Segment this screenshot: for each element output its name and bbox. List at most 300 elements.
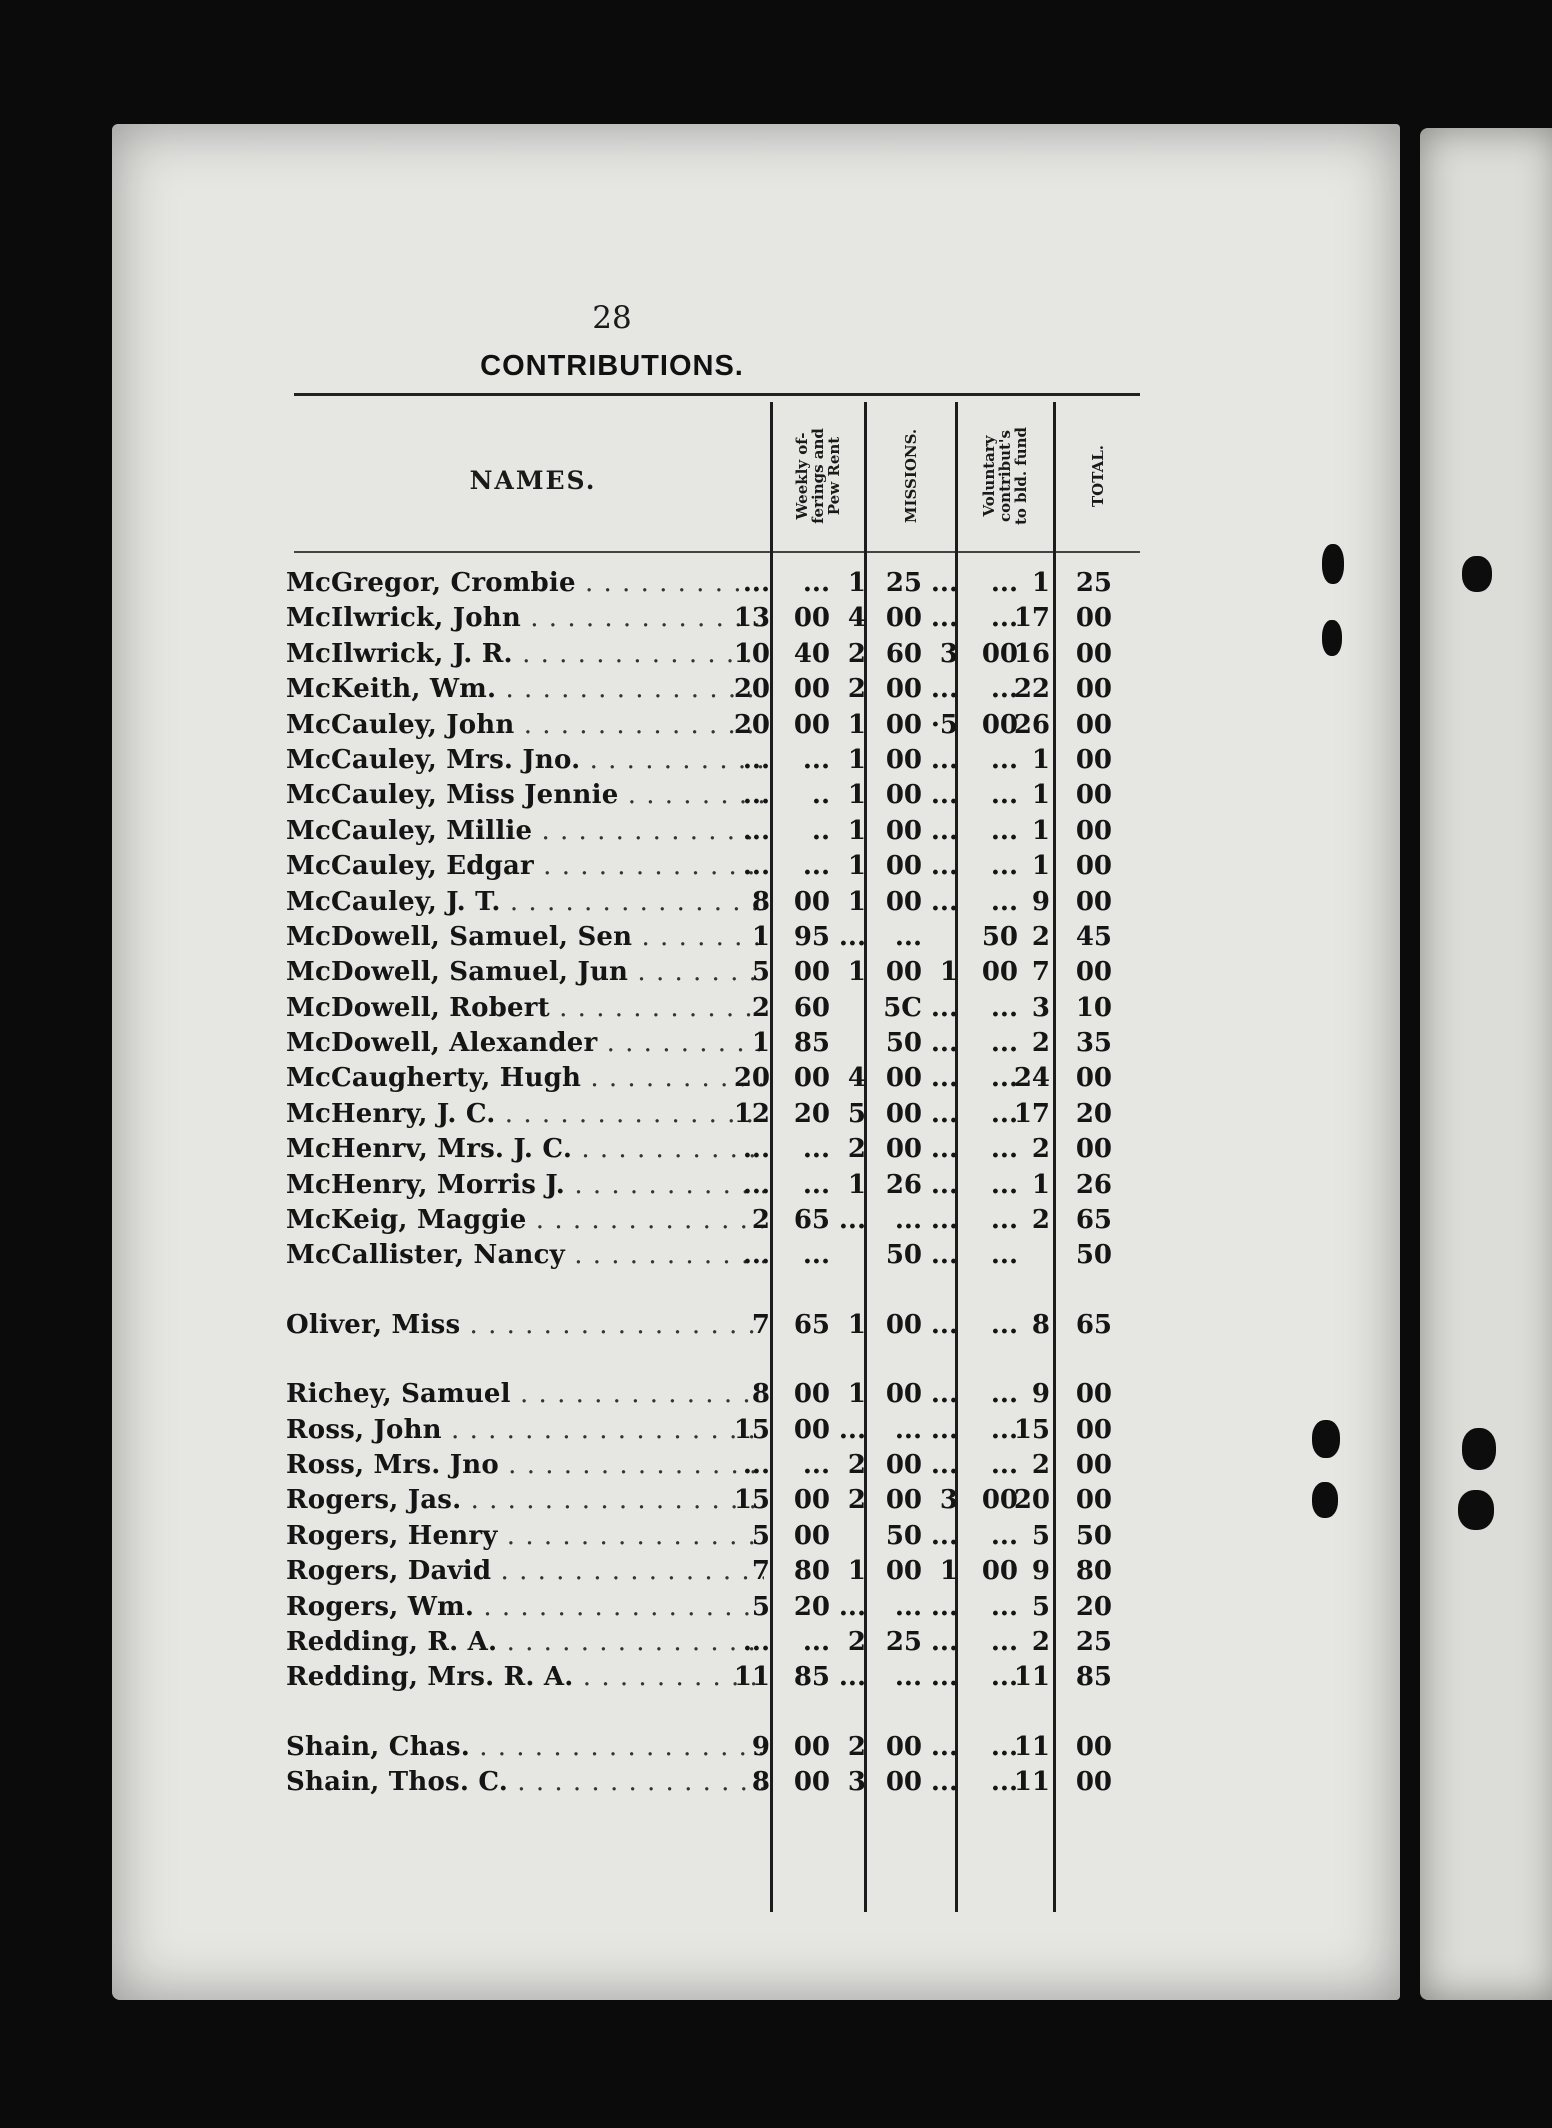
table-row <box>286 1625 1156 1660</box>
contributor-name: Rogers, Jas. . . . <box>286 1483 764 1518</box>
voluntary-cents: 00 <box>981 1485 1018 1516</box>
missions-column-header <box>867 402 955 550</box>
table-row <box>286 1413 1156 1448</box>
voluntary-cents: ... <box>990 1662 1018 1693</box>
weekly-cents: 00 <box>793 603 830 634</box>
voluntary-cents: ... <box>990 1309 1018 1340</box>
contributor-name: McHenry, Morris J. . . . <box>286 1168 764 1203</box>
voluntary-cents: ... <box>990 1240 1018 1271</box>
table-row <box>286 1203 1156 1238</box>
weekly-cents: 65 <box>793 1205 830 1236</box>
missions-cents: 00 <box>885 1063 922 1094</box>
missions-column-header-text: MISSIONS. <box>902 428 920 524</box>
missions-cents: 50 <box>885 1240 922 1271</box>
total-cents: 00 <box>1075 1767 1112 1798</box>
binding-hole <box>1312 1420 1340 1458</box>
weekly-dollars: ... <box>742 744 770 775</box>
weekly-dollars: 2 <box>751 1205 770 1236</box>
contributor-name: McCauley, Miss Jennie . . . <box>286 778 764 813</box>
total-cents: 00 <box>1075 780 1112 811</box>
total-dollars: 17 <box>1013 1098 1050 1129</box>
total-cents: 00 <box>1075 674 1112 705</box>
weekly-dollars: 15 <box>733 1414 770 1445</box>
contributor-name: McKeig, Maggie . . . <box>286 1203 764 1238</box>
weekly-dollars: 9 <box>751 1731 770 1762</box>
table-row <box>286 1519 1156 1554</box>
missions-dollars: 2 <box>847 638 866 669</box>
weekly-cents: ... <box>802 1626 830 1657</box>
weekly-cents: 00 <box>793 674 830 705</box>
voluntary-dollars: ... <box>930 568 958 598</box>
weekly-cents: 60 <box>793 992 830 1023</box>
header-rule <box>294 551 1140 553</box>
missions-dollars: 2 <box>847 1134 866 1165</box>
contributor-name: Rogers, Wm. . . . <box>286 1590 764 1625</box>
total-cents: 25 <box>1075 1626 1112 1657</box>
table-row <box>286 1061 1156 1096</box>
weekly-cents: 65 <box>793 1309 830 1340</box>
voluntary-dollars: ... <box>930 1626 958 1657</box>
total-cents: 00 <box>1075 886 1112 917</box>
missions-cents: ... <box>894 1414 922 1445</box>
contributor-name: McGregor, Crombie . . . <box>286 566 764 601</box>
contributor-name: McCauley, John . . . <box>286 708 764 743</box>
voluntary-cents: 00 <box>981 957 1018 988</box>
weekly-dollars: 20 <box>733 674 770 705</box>
contributor-name: Ross, John . . . <box>286 1413 764 1448</box>
weekly-dollars: 7 <box>751 1556 770 1587</box>
voluntary-dollars: 1 <box>939 957 958 988</box>
missions-dollars: ... <box>838 1662 866 1693</box>
document-page <box>112 124 1400 2000</box>
table-row <box>286 708 1156 743</box>
voluntary-cents: ... <box>990 1134 1018 1165</box>
voluntary-dollars: ... <box>930 992 958 1023</box>
total-cents: 20 <box>1075 1591 1112 1622</box>
voluntary-cents: ... <box>990 744 1018 775</box>
table-row <box>286 1730 1156 1765</box>
missions-dollars: 3 <box>847 1767 866 1798</box>
voluntary-dollars: 1 <box>939 1556 958 1587</box>
voluntary-dollars: 3 <box>939 1485 958 1516</box>
missions-dollars: ... <box>838 1414 866 1445</box>
voluntary-cents: ... <box>990 674 1018 705</box>
weekly-cents: .. <box>811 815 830 846</box>
missions-dollars: 1 <box>847 1309 866 1340</box>
weekly-cents: 00 <box>793 1063 830 1094</box>
weekly-dollars: ... <box>742 780 770 811</box>
weekly-dollars: ... <box>742 568 770 598</box>
missions-dollars: 2 <box>847 1731 866 1762</box>
voluntary-dollars: ... <box>930 1309 958 1340</box>
total-cents: 10 <box>1075 992 1112 1023</box>
weekly-column-header <box>772 402 864 550</box>
weekly-cents: 80 <box>793 1556 830 1587</box>
voluntary-dollars: ... <box>930 1169 958 1200</box>
total-dollars: 2 <box>1031 1028 1050 1059</box>
weekly-dollars: 5 <box>751 957 770 988</box>
total-cents: 00 <box>1075 1414 1112 1445</box>
total-dollars: 26 <box>1013 709 1050 740</box>
binding-hole <box>1462 556 1492 592</box>
missions-cents: ... <box>894 921 922 952</box>
missions-cents: 26 <box>885 1169 922 1200</box>
weekly-cents: ... <box>802 1449 830 1480</box>
total-dollars: 2 <box>1031 1626 1050 1657</box>
voluntary-dollars: ... <box>930 744 958 775</box>
table-row <box>286 778 1156 813</box>
voluntary-cents: ... <box>990 1028 1018 1059</box>
contributor-name: McHenrv, Mrs. J. C. . . . <box>286 1132 764 1167</box>
total-cents: 25 <box>1075 568 1112 598</box>
voluntary-cents: ... <box>990 1098 1018 1129</box>
missions-cents: 00 <box>885 1134 922 1165</box>
voluntary-dollars: ... <box>930 851 958 882</box>
weekly-dollars: 5 <box>751 1591 770 1622</box>
table-row <box>286 566 1156 601</box>
missions-cents: 5C <box>883 992 922 1023</box>
page-title: CONTRIBUTIONS. <box>480 350 744 382</box>
missions-cents: 00 <box>885 744 922 775</box>
contributor-name: Richey, Samuel . . . <box>286 1377 764 1412</box>
voluntary-cents: ... <box>990 1626 1018 1657</box>
weekly-dollars: 5 <box>751 1520 770 1551</box>
voluntary-cents: ... <box>990 780 1018 811</box>
missions-dollars: ... <box>838 1205 866 1236</box>
contributor-name: McCauley, Mrs. Jno. . . . <box>286 743 764 778</box>
total-dollars: 2 <box>1031 1205 1050 1236</box>
weekly-cents: 95 <box>793 921 830 952</box>
weekly-cents: 00 <box>793 1731 830 1762</box>
weekly-cents: 40 <box>793 638 830 669</box>
voluntary-dollars: ... <box>930 1379 958 1410</box>
table-row <box>286 1377 1156 1412</box>
missions-cents: 00 <box>885 674 922 705</box>
voluntary-dollars: ·5 <box>930 709 958 740</box>
contributor-name: McCauley, Edgar . . . <box>286 849 764 884</box>
missions-cents: 00 <box>885 1309 922 1340</box>
missions-dollars: 1 <box>847 957 866 988</box>
total-dollars: 11 <box>1013 1767 1050 1798</box>
weekly-dollars: ... <box>742 1169 770 1200</box>
total-cents: 45 <box>1075 921 1112 952</box>
voluntary-dollars: ... <box>930 1205 958 1236</box>
weekly-cents: 00 <box>793 957 830 988</box>
total-column-header-text: TOTAL. <box>1088 445 1107 507</box>
binding-hole <box>1322 544 1344 584</box>
missions-dollars: 1 <box>847 744 866 775</box>
missions-dollars: 4 <box>847 603 866 634</box>
weekly-cents: ... <box>802 568 830 598</box>
missions-cents: 00 <box>885 1556 922 1587</box>
missions-cents: 60 <box>885 638 922 669</box>
total-cents: 00 <box>1075 638 1112 669</box>
total-dollars: 8 <box>1031 1309 1050 1340</box>
weekly-dollars: 13 <box>733 603 770 634</box>
voluntary-dollars: ... <box>930 1731 958 1762</box>
voluntary-cents: ... <box>990 1520 1018 1551</box>
voluntary-cents: ... <box>990 1449 1018 1480</box>
table-row <box>286 849 1156 884</box>
total-cents: 65 <box>1075 1309 1112 1340</box>
weekly-cents: ... <box>802 1134 830 1165</box>
voluntary-cents: ... <box>990 1414 1018 1445</box>
voluntary-cents: 50 <box>981 921 1018 952</box>
weekly-dollars: 11 <box>733 1662 770 1693</box>
contributor-name: McKeith, Wm. . . . <box>286 672 764 707</box>
missions-cents: 50 <box>885 1520 922 1551</box>
voluntary-column-header <box>958 402 1052 550</box>
adjacent-page-edge <box>1420 128 1552 2000</box>
total-dollars: 5 <box>1031 1591 1050 1622</box>
table-row <box>286 885 1156 920</box>
weekly-cents: 00 <box>793 1379 830 1410</box>
weekly-dollars: 20 <box>733 709 770 740</box>
total-cents: 00 <box>1075 709 1112 740</box>
voluntary-cents: ... <box>990 1731 1018 1762</box>
voluntary-dollars: ... <box>930 674 958 705</box>
contributor-name: McCauley, Millie . . . <box>286 814 764 849</box>
voluntary-cents: ... <box>990 851 1018 882</box>
missions-dollars: 1 <box>847 1379 866 1410</box>
weekly-cents: .. <box>811 780 830 811</box>
missions-cents: 00 <box>885 1098 922 1129</box>
voluntary-dollars: ... <box>930 780 958 811</box>
total-dollars: 2 <box>1031 1449 1050 1480</box>
total-cents: 35 <box>1075 1028 1112 1059</box>
contributor-name: Shain, Thos. C. . . . <box>286 1765 764 1800</box>
weekly-dollars: 20 <box>733 1063 770 1094</box>
voluntary-column-header-text: Voluntary contribut's to bld. fund <box>980 426 1030 526</box>
table-row <box>286 1238 1156 1273</box>
weekly-dollars: 10 <box>733 638 770 669</box>
voluntary-dollars: ... <box>930 1520 958 1551</box>
voluntary-cents: ... <box>990 1767 1018 1798</box>
missions-dollars: 1 <box>847 568 866 598</box>
total-cents: 00 <box>1075 603 1112 634</box>
total-dollars: 2 <box>1031 1134 1050 1165</box>
missions-cents: ... <box>894 1205 922 1236</box>
table-row <box>286 672 1156 707</box>
weekly-dollars: 8 <box>751 886 770 917</box>
names-column-header: NAMES. <box>469 466 597 495</box>
table-row <box>286 637 1156 672</box>
missions-cents: 00 <box>885 886 922 917</box>
weekly-column-header-text: Weekly of- ferings and Pew Rent <box>793 428 843 524</box>
weekly-cents: 00 <box>793 886 830 917</box>
voluntary-dollars: ... <box>930 1449 958 1480</box>
voluntary-cents: ... <box>990 1379 1018 1410</box>
contributor-name: Oliver, Miss . . . <box>286 1308 764 1343</box>
missions-cents: ... <box>894 1591 922 1622</box>
total-cents: 00 <box>1075 744 1112 775</box>
weekly-cents: 20 <box>793 1591 830 1622</box>
total-dollars: 3 <box>1031 992 1050 1023</box>
total-dollars: 1 <box>1031 1169 1050 1200</box>
missions-dollars: 1 <box>847 780 866 811</box>
weekly-dollars: ... <box>742 1240 770 1271</box>
voluntary-cents: ... <box>990 1063 1018 1094</box>
missions-cents: 25 <box>885 1626 922 1657</box>
weekly-dollars: ... <box>742 815 770 846</box>
table-row <box>286 743 1156 778</box>
missions-dollars: 5 <box>847 1098 866 1129</box>
weekly-dollars: 1 <box>751 921 770 952</box>
weekly-cents: 20 <box>793 1098 830 1129</box>
voluntary-dollars: ... <box>930 1134 958 1165</box>
contributor-name: McDowell, Samuel, Sen . . . <box>286 920 764 955</box>
table-row <box>286 1660 1156 1695</box>
total-cents: 85 <box>1075 1662 1112 1693</box>
binding-hole <box>1458 1490 1494 1530</box>
weekly-cents: 00 <box>793 709 830 740</box>
missions-dollars: 1 <box>847 851 866 882</box>
voluntary-dollars: ... <box>930 1414 958 1445</box>
contributions-table <box>286 566 1156 1801</box>
total-dollars: 16 <box>1013 638 1050 669</box>
missions-dollars: 2 <box>847 674 866 705</box>
total-cents: 00 <box>1075 851 1112 882</box>
voluntary-dollars: ... <box>930 1098 958 1129</box>
total-dollars: 24 <box>1013 1063 1050 1094</box>
table-row <box>286 920 1156 955</box>
contributor-name: Shain, Chas. . . . <box>286 1730 764 1765</box>
total-cents: 00 <box>1075 815 1112 846</box>
missions-cents: 00 <box>885 1379 922 1410</box>
voluntary-dollars: ... <box>930 1662 958 1693</box>
contributor-name: McHenry, J. C. . . . <box>286 1097 764 1132</box>
total-dollars: 11 <box>1013 1731 1050 1762</box>
voluntary-dollars: ... <box>930 1063 958 1094</box>
total-column-header <box>1056 402 1140 550</box>
binding-hole <box>1322 620 1342 656</box>
weekly-cents: 00 <box>793 1520 830 1551</box>
voluntary-cents: ... <box>990 992 1018 1023</box>
missions-cents: 25 <box>885 568 922 598</box>
total-dollars: 9 <box>1031 886 1050 917</box>
voluntary-dollars: ... <box>930 603 958 634</box>
total-dollars: 1 <box>1031 568 1050 598</box>
missions-cents: 00 <box>885 603 922 634</box>
voluntary-dollars: ... <box>930 886 958 917</box>
total-dollars: 7 <box>1031 957 1050 988</box>
contributor-name: McIlwrick, J. R. . . . <box>286 637 764 672</box>
voluntary-cents: ... <box>990 886 1018 917</box>
weekly-dollars: 15 <box>733 1485 770 1516</box>
total-dollars: 9 <box>1031 1556 1050 1587</box>
table-row <box>286 1026 1156 1061</box>
total-cents: 65 <box>1075 1205 1112 1236</box>
weekly-cents: 85 <box>793 1028 830 1059</box>
total-dollars: 1 <box>1031 744 1050 775</box>
missions-dollars: 1 <box>847 815 866 846</box>
total-dollars: 15 <box>1013 1414 1050 1445</box>
weekly-dollars: 12 <box>733 1098 770 1129</box>
voluntary-cents: 00 <box>981 638 1018 669</box>
missions-dollars: 1 <box>847 1169 866 1200</box>
missions-dollars: 2 <box>847 1626 866 1657</box>
weekly-dollars: ... <box>742 1449 770 1480</box>
voluntary-dollars: ... <box>930 1240 958 1271</box>
missions-cents: 00 <box>885 1767 922 1798</box>
voluntary-cents: ... <box>990 1591 1018 1622</box>
missions-cents: 00 <box>885 957 922 988</box>
table-row <box>286 814 1156 849</box>
weekly-cents: 85 <box>793 1662 830 1693</box>
weekly-cents: 00 <box>793 1767 830 1798</box>
table-row <box>286 1483 1156 1518</box>
contributor-name: Rogers, David . . . <box>286 1554 764 1589</box>
missions-dollars: 2 <box>847 1449 866 1480</box>
contributor-name: Ross, Mrs. Jno . . . <box>286 1448 764 1483</box>
top-rule <box>294 393 1140 396</box>
voluntary-dollars: ... <box>930 1767 958 1798</box>
voluntary-cents: ... <box>990 568 1018 598</box>
missions-dollars: ... <box>838 921 866 952</box>
voluntary-cents: 00 <box>981 1556 1018 1587</box>
voluntary-dollars: ... <box>930 1591 958 1622</box>
binding-hole <box>1462 1428 1496 1470</box>
missions-cents: 00 <box>885 1449 922 1480</box>
table-row <box>286 1308 1156 1343</box>
total-cents: 00 <box>1075 1731 1112 1762</box>
total-dollars: 1 <box>1031 851 1050 882</box>
voluntary-cents: ... <box>990 1205 1018 1236</box>
weekly-dollars: ... <box>742 1134 770 1165</box>
table-row <box>286 955 1156 990</box>
voluntary-dollars: ... <box>930 1028 958 1059</box>
total-dollars: 20 <box>1013 1485 1050 1516</box>
table-row <box>286 1097 1156 1132</box>
total-cents: 00 <box>1075 1134 1112 1165</box>
missions-cents: ... <box>894 1662 922 1693</box>
total-dollars: 1 <box>1031 780 1050 811</box>
total-cents: 80 <box>1075 1556 1112 1587</box>
missions-dollars: 2 <box>847 1485 866 1516</box>
total-dollars: 2 <box>1031 921 1050 952</box>
total-dollars: 5 <box>1031 1520 1050 1551</box>
missions-cents: 00 <box>885 851 922 882</box>
missions-dollars: 4 <box>847 1063 866 1094</box>
total-dollars: 22 <box>1013 674 1050 705</box>
table-row <box>286 601 1156 636</box>
total-cents: 26 <box>1075 1169 1112 1200</box>
total-cents: 00 <box>1075 1449 1112 1480</box>
voluntary-cents: ... <box>990 815 1018 846</box>
missions-cents: 00 <box>885 815 922 846</box>
weekly-cents: ... <box>802 1240 830 1271</box>
table-row <box>286 1554 1156 1589</box>
binding-hole <box>1312 1482 1338 1518</box>
missions-cents: 00 <box>885 709 922 740</box>
total-dollars: 17 <box>1013 603 1050 634</box>
weekly-dollars: ... <box>742 851 770 882</box>
weekly-cents: ... <box>802 744 830 775</box>
contributor-name: McCauley, J. T. . . . <box>286 885 764 920</box>
missions-dollars: 1 <box>847 886 866 917</box>
total-cents: 00 <box>1075 957 1112 988</box>
weekly-dollars: ... <box>742 1626 770 1657</box>
weekly-cents: 00 <box>793 1414 830 1445</box>
weekly-dollars: 2 <box>751 992 770 1023</box>
table-row <box>286 1448 1156 1483</box>
missions-dollars: 1 <box>847 1556 866 1587</box>
weekly-cents: 00 <box>793 1485 830 1516</box>
voluntary-cents: ... <box>990 1169 1018 1200</box>
contributor-name: McCaugherty, Hugh . . . <box>286 1061 764 1096</box>
missions-dollars: 1 <box>847 709 866 740</box>
page-number: 28 <box>592 300 632 336</box>
